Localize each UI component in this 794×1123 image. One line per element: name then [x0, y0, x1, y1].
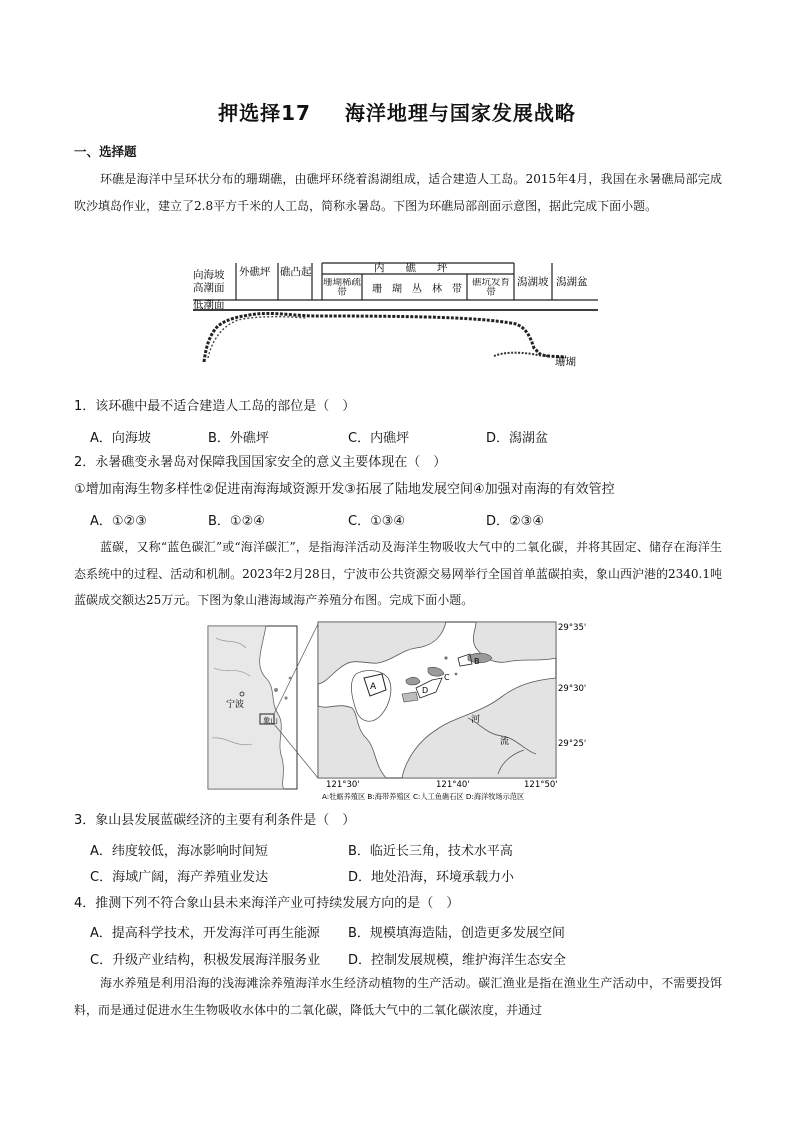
q3-option-c[interactable]: C．海域广阔，海产养殖业发达: [90, 870, 269, 885]
question-4-stem: 4．推测下列不符合象山县未来海洋产业可持续发展方向的是（ ）: [74, 896, 460, 911]
q2-option-d[interactable]: D．②③④: [486, 514, 544, 529]
q4-option-c[interactable]: C．升级产业结构，积极发展海洋服务业: [90, 953, 321, 968]
map-label-river-2: 流: [500, 737, 510, 747]
question-2-statements: ①增加南海生物多样性②促进南海海域资源开发③拓展了陆地发展空间④加强对南海的有效管控: [74, 482, 615, 497]
label-coral-forest-zone: 珊 瑚 丛 林 带: [372, 284, 462, 295]
map-zone-d: D: [422, 686, 429, 695]
lon-label-2: 121°40': [436, 780, 470, 790]
xiangshan-harbor-map: [206, 618, 596, 804]
q3-option-a[interactable]: A．纬度较低，海冰影响时间短: [90, 844, 268, 859]
lon-label-1: 121°30': [326, 780, 360, 790]
q2-option-b[interactable]: B．①②④: [208, 514, 265, 529]
label-seaward-slope: 向海坡: [193, 269, 225, 281]
q1-option-a[interactable]: A．向海坡: [90, 431, 151, 446]
passage-2-text: 蓝碳，又称“蓝色碳汇”或“海洋碳汇”，是指海洋活动及海洋生物吸收大气中的二氧化碳，并将其固定、储存在海洋生态系统中的过程、活动和机制。2023年2月28日，宁波市公共资源交易网举行全国首单蓝碳拍卖，象山西沪港的2340.1吨蓝碳成交额达25万元。下图为象山港海域海产养殖分布图。完成下面小题。: [74, 540, 722, 607]
question-3-stem: 3．象山县发展蓝碳经济的主要有利条件是（ ）: [74, 813, 356, 828]
map-label-river-1: 河: [471, 715, 481, 725]
label-inner-reef-flat: 内 礁 坪: [374, 262, 448, 274]
question-1-stem: 1．该环礁中最不适合建造人工岛的部位是（ ）: [74, 399, 356, 414]
lat-label-3: 29°25': [558, 739, 587, 749]
q3-option-b[interactable]: B．临近长三角，技术水平高: [348, 844, 513, 859]
title-prefix: 押选择17: [218, 101, 311, 125]
atoll-profile-diagram: [186, 254, 606, 372]
title-main: 海洋地理与国家发展战略: [344, 101, 576, 125]
label-lagoon-basin: 潟湖盆: [556, 276, 588, 288]
page-title: [0, 97, 794, 126]
label-high-tide: 高潮面: [193, 282, 225, 294]
passage-2: [74, 534, 722, 614]
map-label-ningbo: 宁波: [226, 700, 245, 710]
lon-label-3: 121°50': [524, 780, 558, 790]
lat-label-1: 29°35': [558, 623, 587, 633]
label-coral: 珊瑚: [555, 356, 576, 368]
label-reef-pit-zone: 礁坑发育带: [471, 278, 510, 298]
q1-option-b[interactable]: B．外礁坪: [208, 431, 269, 446]
q3-option-d[interactable]: D．地处沿海，环境承载力小: [348, 870, 515, 885]
question-2-stem: 2．永暑礁变永暑岛对保障我国国家安全的意义主要体现在（ ）: [74, 455, 447, 470]
map-legend: A:牡蛎养殖区 B:海带养殖区 C:人工鱼礁石区 D:海洋牧场示范区: [322, 792, 525, 801]
lat-label-2: 29°30': [558, 684, 587, 694]
map-label-xiangshan: 象山: [263, 716, 278, 725]
reef-profile: [204, 313, 566, 362]
q1-option-c[interactable]: C．内礁坪: [348, 431, 410, 446]
q2-option-a[interactable]: A．①②③: [90, 514, 147, 529]
map-zone-b: B: [474, 657, 480, 666]
passage-3: [74, 970, 722, 1023]
map-zone-c: C: [444, 673, 450, 682]
label-reef-ridge: 礁凸起: [280, 266, 312, 278]
q4-option-a[interactable]: A．提高科学技术，开发海洋可再生能源: [90, 926, 320, 941]
section-heading: 一、选择题: [74, 144, 137, 159]
passage-1-text: 环礁是海洋中呈环状分布的珊瑚礁，由礁坪环绕着潟湖组成，适合建造人工岛。2015年4月，我国在永暑礁局部完成吹沙填岛作业，建立了2.8平方千米的人工岛，简称永暑岛。下图为环礁局部剖面示意图，据此完成下面小题。: [74, 172, 722, 213]
q1-option-d[interactable]: D．潟湖盆: [486, 431, 549, 446]
label-outer-reef-flat: 外礁坪: [239, 266, 271, 278]
label-sparse-coral-zone: 珊瑚稀疏带: [323, 278, 361, 298]
q4-option-b[interactable]: B．规模填海造陆，创造更多发展空间: [348, 926, 565, 941]
q2-option-c[interactable]: C．①③④: [348, 514, 406, 529]
label-lagoon-slope: 潟湖坡: [517, 276, 549, 288]
q4-option-d[interactable]: D．控制发展规模，维护海洋生态安全: [348, 953, 567, 968]
label-low-tide: 低潮面: [193, 299, 225, 311]
passage-1: [74, 166, 722, 219]
map-zone-a: A: [370, 682, 377, 692]
passage-3-text: 海水养殖是利用沿海的浅海滩涂养殖海洋水生经济动植物的生产活动。碳汇渔业是指在渔业生产活动中，不需要投饵料，而是通过促进水生生物吸收水体中的二氧化碳，降低大气中的二氧化碳浓度，并通过: [74, 976, 722, 1017]
